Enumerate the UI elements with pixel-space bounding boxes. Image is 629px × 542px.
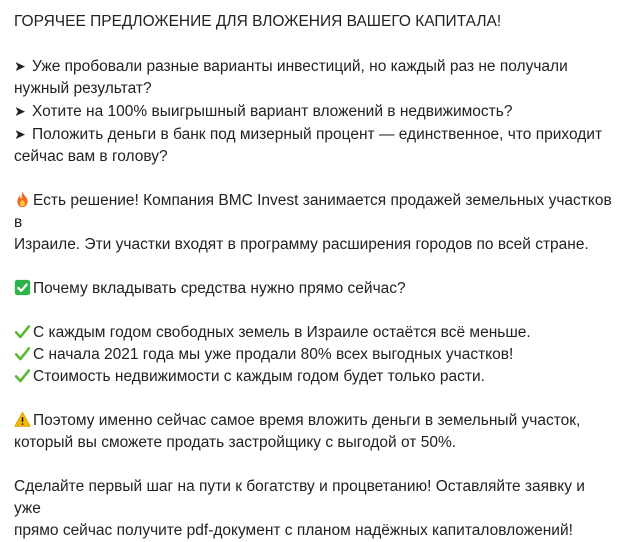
check-mark-icon xyxy=(14,345,31,362)
arrow-right-icon: ➤ xyxy=(14,58,26,74)
warning-paragraph xyxy=(14,410,615,454)
warning-icon xyxy=(14,411,31,428)
intro-bullet-continuation: нужный результат? xyxy=(14,80,152,97)
reason-text: Стоимость недвижимости с каждым годом будет только расти. xyxy=(33,368,485,385)
cta-text: Сделайте первый шаг на пути к богатству и процветанию! Оставляйте заявку и уже xyxy=(14,478,585,517)
solution-paragraph xyxy=(14,190,615,256)
solution-text: Есть решение! Компания BMC Invest занимается продажей земельных участков в xyxy=(14,192,612,231)
reason-text: С каждым годом свободных земель в Израиле остаётся всё меньше. xyxy=(33,324,531,341)
intro-bullet-text: Уже пробовали разные варианты инвестиций, но каждый раз не получали xyxy=(32,58,568,75)
reason-text: С начала 2021 года мы уже продали 80% всех выгодных участков! xyxy=(33,346,514,363)
intro-bullet-continuation: сейчас вам в голову? xyxy=(14,148,168,165)
check-box-icon xyxy=(14,279,31,296)
warning-text-continuation: который вы сможете продать застройщику с выгодой от 50%. xyxy=(14,434,457,451)
intro-bullet-text: Хотите на 100% выигрышный вариант вложений в недвижимость? xyxy=(32,103,513,120)
reason-item xyxy=(14,366,615,388)
intro-bullet xyxy=(14,55,615,78)
solution-text-continuation: Израиле. Эти участки входят в программу расширения городов по всей стране. xyxy=(14,236,589,253)
warning-text: Поэтому именно сейчас самое время вложить деньги в земельный участок, xyxy=(33,412,581,429)
fire-icon xyxy=(14,191,31,208)
reasons-list xyxy=(14,322,615,388)
intro-bullets xyxy=(14,55,615,168)
check-mark-icon xyxy=(14,323,31,340)
post-title: ГОРЯЧЕЕ ПРЕДЛОЖЕНИЕ ДЛЯ ВЛОЖЕНИЯ ВАШЕГО КАПИТАЛА! xyxy=(14,13,502,30)
cta-paragraph xyxy=(14,476,615,542)
why-now-paragraph xyxy=(14,278,615,300)
intro-bullet xyxy=(14,123,615,146)
intro-bullet xyxy=(14,100,615,123)
intro-bullet-text: Положить деньги в банк под мизерный процент — единственное, что приходит xyxy=(32,126,603,143)
cta-text-continuation: прямо сейчас получите pdf-документ с планом надёжных капиталовложений! xyxy=(14,522,573,539)
arrow-right-icon: ➤ xyxy=(14,103,26,119)
check-mark-icon xyxy=(14,367,31,384)
reason-item xyxy=(14,322,615,344)
why-now-text: Почему вкладывать средства нужно прямо сейчас? xyxy=(33,280,406,297)
arrow-right-icon: ➤ xyxy=(14,126,26,142)
reason-item xyxy=(14,344,615,366)
